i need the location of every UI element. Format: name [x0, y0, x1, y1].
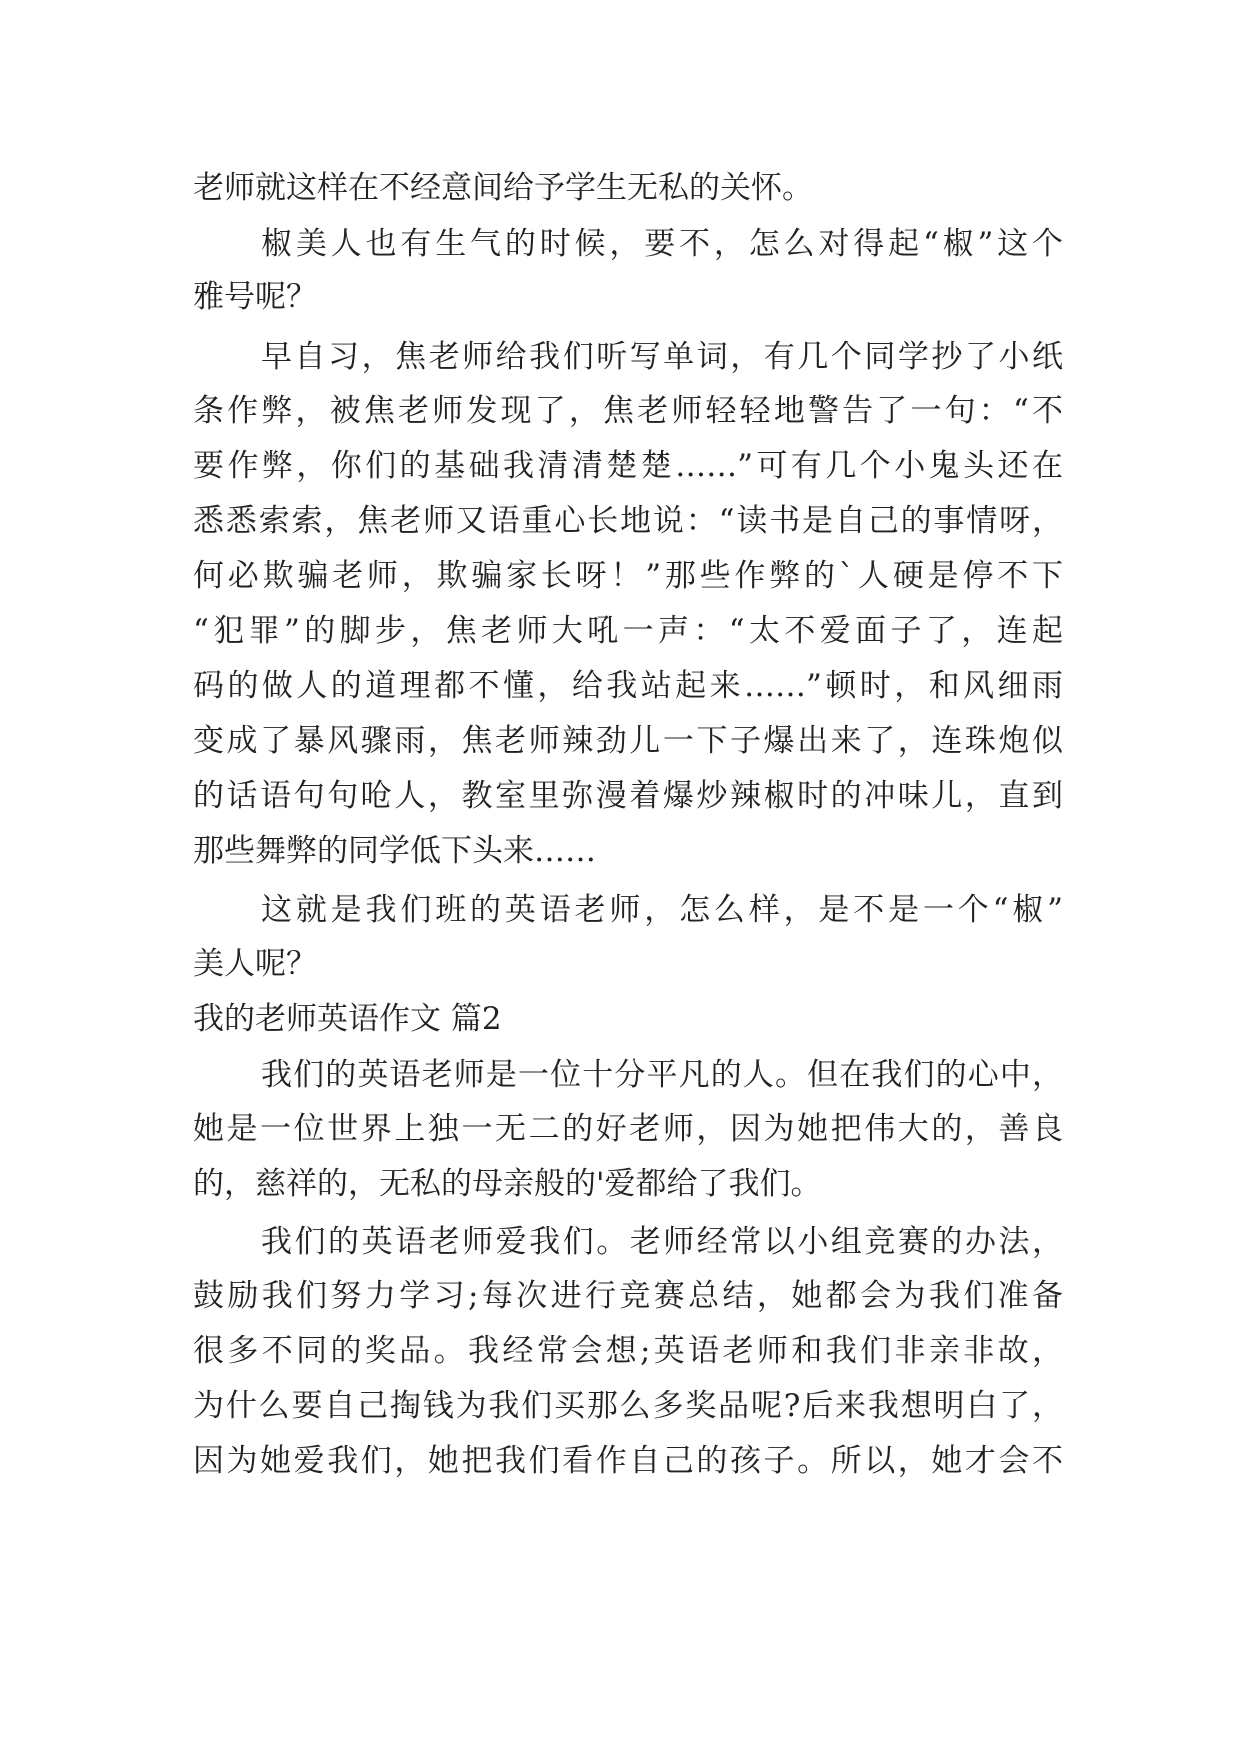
text-line: 鼓励我们努力学习;每次进行竞赛总结，她都会为我们准备 — [193, 1278, 1063, 1314]
text-line: 的，慈祥的，无私的母亲般的'爱都给了我们。 — [193, 1166, 822, 1202]
text-line: 她是一位世界上独一无二的好老师，因为她把伟大的，善良 — [193, 1111, 1063, 1147]
text-line: 这就是我们班的英语老师，怎么样，是不是一个“椒” — [261, 892, 1063, 928]
text-line: 的话语句句呛人，教室里弥漫着爆炒辣椒时的冲味儿，直到 — [193, 778, 1063, 814]
text-line: “犯罪”的脚步，焦老师大吼一声：“太不爱面子了，连起 — [193, 613, 1063, 649]
text-line: 老师就这样在不经意间给予学生无私的关怀。 — [193, 170, 813, 206]
text-line: 因为她爱我们，她把我们看作自己的孩子。所以，她才会不 — [193, 1443, 1063, 1479]
text-line: 那些舞弊的同学低下头来…… — [193, 833, 596, 869]
text-line: 要作弊，你们的基础我清清楚楚……”可有几个小鬼头还在 — [193, 448, 1063, 484]
text-line: 很多不同的奖品。我经常会想;英语老师和我们非亲非故， — [193, 1333, 1063, 1369]
text-line: 何必欺骗老师，欺骗家长呀！”那些作弊的`人硬是停不下 — [193, 558, 1063, 594]
text-line: 码的做人的道理都不懂，给我站起来……”顿时，和风细雨 — [193, 668, 1063, 704]
text-line: 雅号呢？ — [193, 279, 317, 315]
text-line: 我们的英语老师是一位十分平凡的人。但在我们的心中， — [261, 1057, 1063, 1093]
text-line: 椒美人也有生气的时候，要不，怎么对得起“椒”这个 — [261, 226, 1063, 262]
text-line: 变成了暴风骤雨，焦老师辣劲儿一下子爆出来了，连珠炮似 — [193, 723, 1063, 759]
text-line: 我们的英语老师爱我们。老师经常以小组竞赛的办法， — [261, 1224, 1063, 1260]
text-line: 条作弊，被焦老师发现了，焦老师轻轻地警告了一句：“不 — [193, 393, 1063, 429]
section-heading: 我的老师英语作文 篇2 — [193, 1001, 502, 1037]
text-line: 美人呢？ — [193, 946, 317, 982]
text-line: 早自习，焦老师给我们听写单词，有几个同学抄了小纸 — [261, 339, 1063, 375]
text-line: 为什么要自己掏钱为我们买那么多奖品呢?后来我想明白了， — [193, 1388, 1063, 1424]
text-line: 悉悉索索，焦老师又语重心长地说：“读书是自己的事情呀， — [193, 503, 1063, 539]
